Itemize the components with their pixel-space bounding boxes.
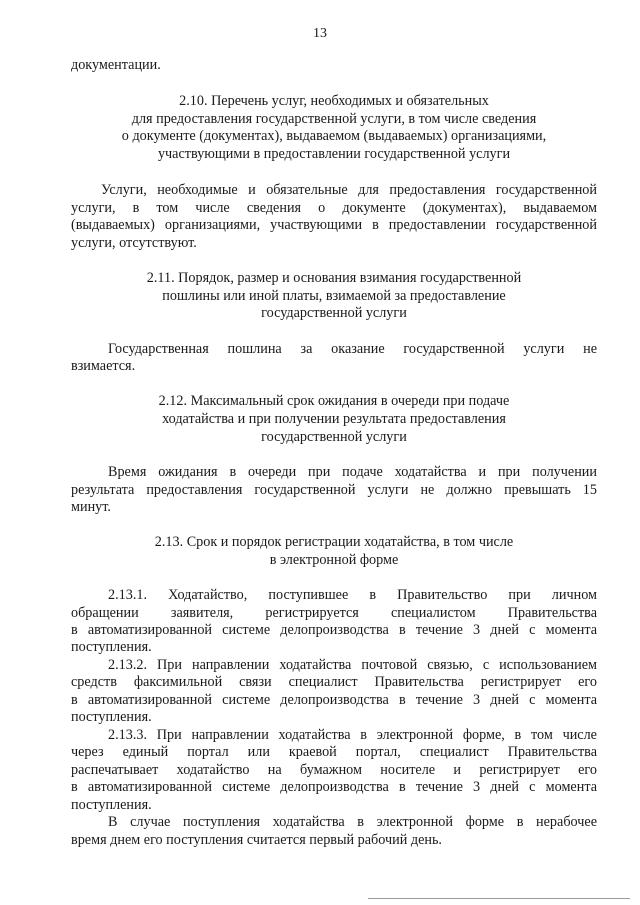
section-heading-line: 2.10. Перечень услуг, необходимых и обязательных xyxy=(179,93,489,109)
text-line: в автоматизированной системе делопроизводства в течение 3 дней с момента xyxy=(71,692,597,708)
section-heading-line: пошлины или иной платы, взимаемой за предоставление xyxy=(162,288,506,304)
section-heading-line: ходатайства и при получении результата предоставления xyxy=(162,411,506,427)
text-line: В случае поступления ходатайства в электронной форме в нерабочее xyxy=(108,814,597,830)
text-line: обращении заявителя, регистрируется специалистом Правительства xyxy=(71,605,597,621)
section-heading-line: 2.11. Порядок, размер и основания взимания государственной xyxy=(146,270,522,286)
text-line: Государственная пошлина за оказание государственной услуги не xyxy=(108,341,597,357)
text-line: 2.13.3. При направлении ходатайства в электронной форме, в том числе xyxy=(108,727,597,743)
section-heading-line: государственной услуги xyxy=(261,429,407,445)
section-heading-line: участвующими в предоставлении государственной услуги xyxy=(157,146,511,162)
text-line: через единый портал или краевой портал, специалист Правительства xyxy=(71,744,597,760)
text-line: результата предоставления государственной услуги не должно превышать 15 xyxy=(71,482,597,498)
footer-divider xyxy=(368,898,630,899)
text-line: в автоматизированной системе делопроизводства в течение 3 дней с момента xyxy=(71,779,597,795)
section-heading-line: 2.13. Срок и порядок регистрации ходатайства, в том числе xyxy=(154,534,514,550)
section-heading-line: 2.12. Максимальный срок ожидания в очереди при подаче xyxy=(158,393,510,409)
section-heading-line: для предоставления государственной услуги, в том числе сведения xyxy=(131,111,537,127)
text-line: в автоматизированной системе делопроизводства в течение 3 дней с момента xyxy=(71,622,597,638)
text-line: минут. xyxy=(71,499,111,515)
text-line: Услуги, необходимые и обязательные для предоставления государственной xyxy=(101,182,597,198)
text-line: 2.13.2. При направлении ходатайства почтовой связью, с использованием xyxy=(108,657,597,673)
text-line: поступления. xyxy=(71,639,152,655)
section-heading-line: в электронной форме xyxy=(269,552,399,568)
text-line: распечатывает ходатайство на бумажном носителе и регистрирует его xyxy=(71,762,597,778)
text-line: документации. xyxy=(71,57,161,73)
text-line: услуги, в том числе сведения о документе (документах), выдаваемом xyxy=(71,200,597,216)
text-line: средств факсимильной связи специалист Правительства регистрирует его xyxy=(71,674,597,690)
text-line: 2.13.1. Ходатайство, поступившее в Правительство при личном xyxy=(108,587,597,603)
section-heading-line: о документе (документах), выдаваемом (выдаваемых) организациями, xyxy=(121,128,547,144)
text-line: (выдаваемых) организациями, участвующими в предоставлении государственной xyxy=(71,217,597,233)
text-line: поступления. xyxy=(71,709,152,725)
text-line: Время ожидания в очереди при подаче ходатайства и при получении xyxy=(108,464,597,480)
section-heading-line: государственной услуги xyxy=(261,305,407,321)
text-line: поступления. xyxy=(71,797,152,813)
text-line: взимается. xyxy=(71,358,136,374)
text-line: услуги, отсутствуют. xyxy=(71,235,197,251)
text-line: время днем его поступления считается первый рабочий день. xyxy=(71,832,442,848)
page-number: 13 xyxy=(313,26,327,41)
